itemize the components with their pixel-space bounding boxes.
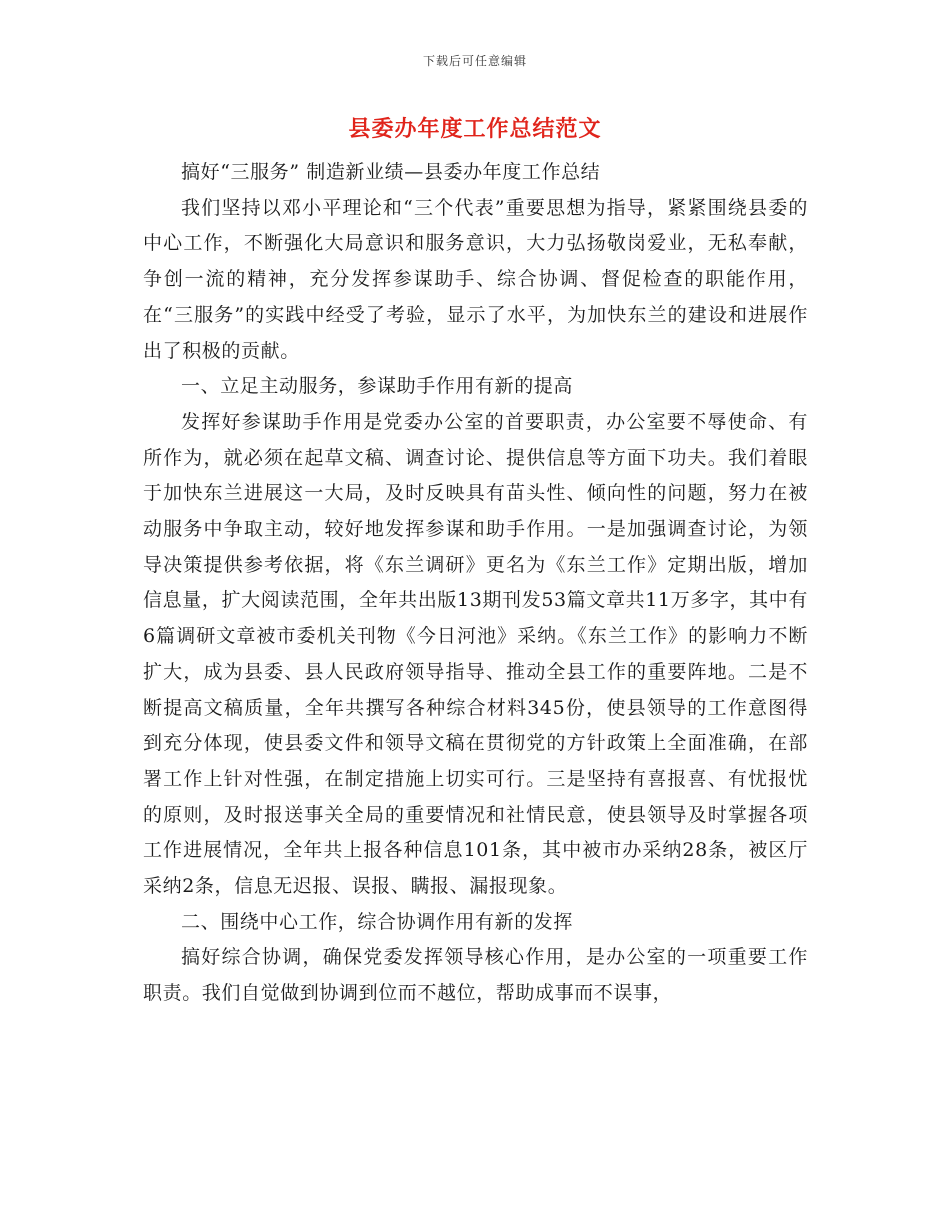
intro-paragraph: 我们坚持以邓小平理论和“三个代表”重要思想为指导，紧紧围绕县委的中心工作，不断强化大局意识和服务意识，大力弘扬敬岗爱业，无私奉献，争创一流的精神，充分发挥参谋助手、综合协调、督促检查的职能作用，在“三服务”的实践中经受了考验，显示了水平，为加快东兰的建设和进展作出了积极的贡献。 xyxy=(143,196,808,362)
header-note: 下载后可任意编辑 xyxy=(422,54,527,68)
section-1-paragraph: 发挥好参谋助手作用是党委办公室的首要职责，办公室要不辱使命、有所作为，就必须在起草文稿、调查讨论、提供信息等方面下功夫。我们着眼于加快东兰进展这一大局，及时反映具有苗头性、倾向性的问题，努力在被动服务中争取主动，较好地发挥参谋和助手作用。一是加强调查讨论，为领导决策提供参考依据，将《东兰调研》更名为《东兰工作》定期出版，增加信息量，扩大阅读范围，全年共出版13期刊发53篇文章共11万多字，其中有6篇调研文章被市委机关刊物《今日河池》采纳。《东兰工作》的影响力不断扩大，成为县委、县人民政府领导指导、推动全县工作的重要阵地。二是不断提高文稿质量，全年共撰写各种综合材料345份，使县领导的工作意图得到充分体现，使县委文件和领导文稿在贯彻党的方针政策上全面准确，在部署工作上针对性强，在制定措施上切实可行。三是坚持有喜报喜、有忧报忧的原则，及时报送事关全局的重要情况和社情民意，使县领导及时掌握各项工作进展情况，全年共上报各种信息101条，其中被市办采纳28条，被区厅采纳2条，信息无迟报、误报、瞒报、漏报现象。 xyxy=(143,410,808,898)
subtitle-paragraph: 搞好“三服务” 制造新业绩—县委办年度工作总结 xyxy=(181,161,601,183)
document-body xyxy=(143,155,808,1012)
section-heading-1: 一、立足主动服务，参谋助手作用有新的提高 xyxy=(181,375,574,398)
section-heading-2: 二、围绕中心工作，综合协调作用有新的发挥 xyxy=(181,910,574,933)
document-title: 县委办年度工作总结范文 xyxy=(348,116,602,142)
section-2-paragraph: 搞好综合协调，确保党委发挥领导核心作用，是办公室的一项重要工作职责。我们自觉做到协调到位而不越位，帮助成事而不误事， xyxy=(143,946,808,1005)
